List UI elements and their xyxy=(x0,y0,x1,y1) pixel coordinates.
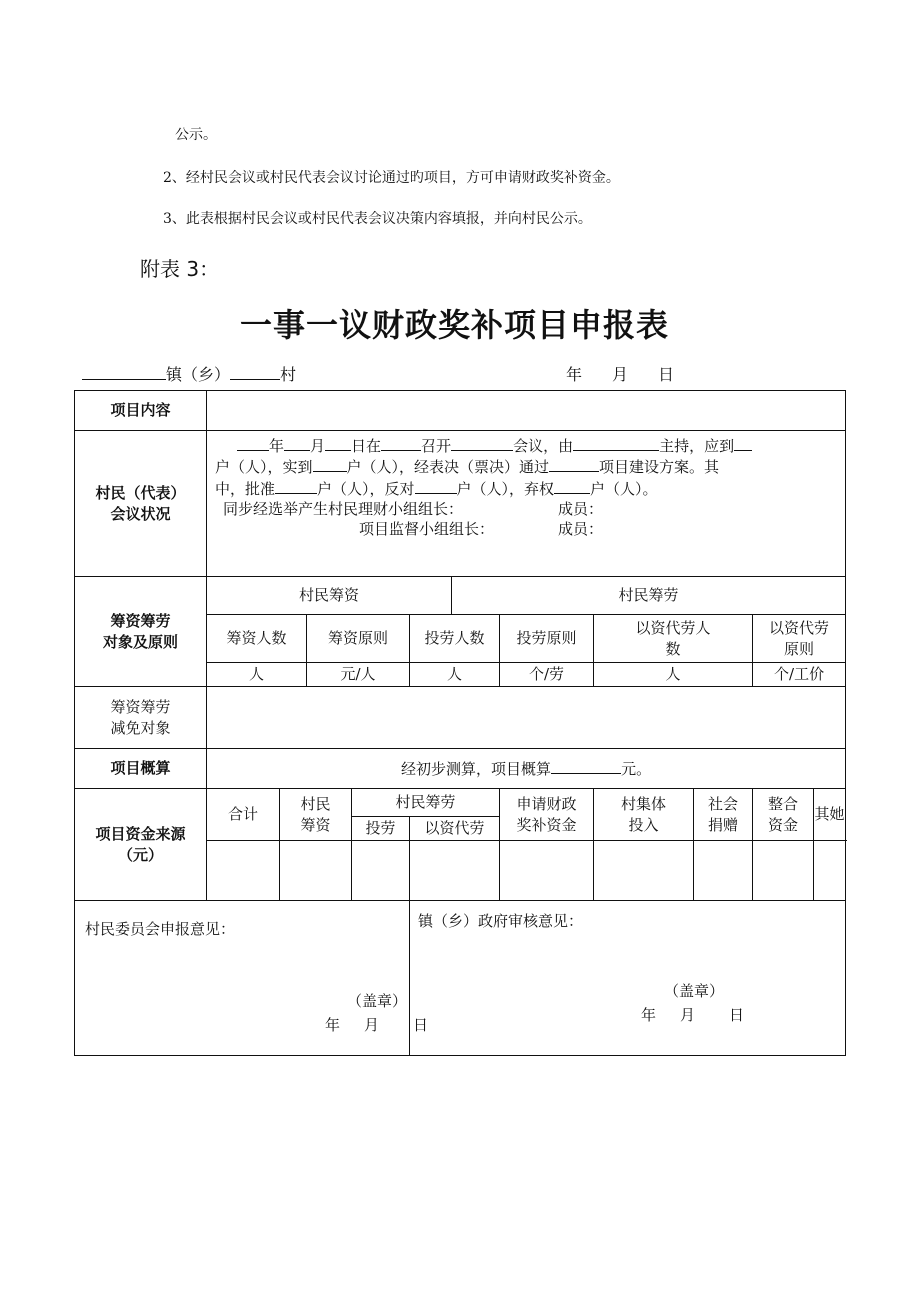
meeting-by-text: 会议，由 xyxy=(513,437,574,455)
finance-group-members-label: 成员： xyxy=(558,499,604,518)
town-government-opinion[interactable] xyxy=(410,901,846,1056)
col-labor-principle: 投劳原则 xyxy=(500,615,594,663)
town-gov-opinion-label: 镇（乡）政府审核意见： xyxy=(418,912,584,930)
col-collective-line2: 投入 xyxy=(628,815,659,834)
village-blank[interactable] xyxy=(230,363,280,380)
meeting-host-text: 主持，应到 xyxy=(659,437,735,455)
col-collective-line1: 村集体 xyxy=(620,795,666,814)
finance-group-leader-label: 同步经选举产生村民理财小组组长： xyxy=(223,499,464,518)
unit-labor-count[interactable]: 人 xyxy=(410,663,500,687)
budget-label: 项目概算 xyxy=(75,749,207,789)
raise-labor-group: 村民筹劳 xyxy=(452,577,846,615)
col-villager-money-line1: 村民 xyxy=(300,795,331,814)
meeting-label xyxy=(75,431,207,577)
funding-label xyxy=(75,789,207,901)
col-social-line2: 捐赠 xyxy=(707,815,738,834)
village-date-year: 年 xyxy=(325,1016,341,1034)
col-cash-for-labor-principle xyxy=(753,615,846,663)
meeting-convene-text: 召开 xyxy=(421,437,452,455)
col-integrated-funds xyxy=(753,789,814,841)
col-raise-count: 筹资人数 xyxy=(207,615,307,663)
col-social-line1: 社会 xyxy=(707,795,738,814)
meeting-mid-text: 中，批准 xyxy=(215,479,276,498)
village-committee-opinion[interactable] xyxy=(75,901,429,1056)
meeting-day-blank[interactable] xyxy=(325,435,351,451)
col-integrate-line1: 整合 xyxy=(767,795,798,814)
exempt-label xyxy=(75,687,207,749)
exempt-label-line1: 筹资筹劳 xyxy=(110,698,171,717)
meeting-project-blank[interactable] xyxy=(549,456,599,472)
col-labor-work: 投劳 xyxy=(352,817,410,841)
raise-label-line1: 筹资筹劳 xyxy=(110,612,171,631)
header-year: 年 xyxy=(566,365,583,384)
col-villager-labor: 村民筹劳 xyxy=(352,789,500,817)
meeting-hu5-text: 户（人）。 xyxy=(590,479,658,498)
village-date-day: 日 xyxy=(413,1016,429,1034)
col-social-donation xyxy=(694,789,753,841)
note-line-gongshi: 公示。 xyxy=(175,127,217,143)
header-day: 日 xyxy=(658,365,675,384)
town-date xyxy=(641,1005,744,1025)
supervise-group-members-label: 成员： xyxy=(558,520,604,538)
meeting-month-blank[interactable] xyxy=(284,435,310,451)
exempt-field[interactable] xyxy=(207,687,846,749)
value-collective-input[interactable] xyxy=(594,841,694,901)
col6-line1: 以资代劳 xyxy=(769,619,830,638)
meeting-line-4 xyxy=(215,499,839,519)
town-date-day: 日 xyxy=(729,1006,745,1024)
village-committee-opinion-label: 村民委员会申报意见： xyxy=(85,920,236,938)
appendix-label: 附表 3： xyxy=(140,257,220,281)
town-blank[interactable] xyxy=(82,363,166,380)
town-label: 镇（乡） xyxy=(166,365,231,384)
raise-label-line2: 对象及原则 xyxy=(102,632,178,651)
date-line xyxy=(566,362,674,385)
col-other: 其她 xyxy=(814,789,846,841)
value-labor-cash[interactable] xyxy=(410,841,500,901)
unit-labor-principle[interactable]: 个/劳 xyxy=(500,663,594,687)
col6-line2: 原则 xyxy=(784,639,815,658)
meeting-hu2-text: 户（人），经表决（票决）通过 xyxy=(346,458,550,477)
col-fiscal-subsidy xyxy=(500,789,594,841)
village-date-month: 月 xyxy=(364,1016,380,1034)
meeting-details xyxy=(207,431,846,577)
col-villager-money-line2: 筹资 xyxy=(300,815,331,834)
town-date-year: 年 xyxy=(641,1006,657,1024)
col-labor-cash: 以资代劳 xyxy=(410,817,500,841)
funding-label-line2: （元） xyxy=(117,845,163,864)
meeting-dayat-text: 日在 xyxy=(351,437,382,455)
col-fiscal-line1: 申请财政 xyxy=(516,795,577,814)
application-form-table xyxy=(74,390,846,1056)
header-month: 月 xyxy=(612,365,629,384)
meeting-hu3-text: 户（人），反对 xyxy=(317,479,415,498)
note-line-3: 3、此表根据村民会议或村民代表会议决策内容填报，并向村民公示。 xyxy=(163,211,592,227)
value-integrated-funds[interactable] xyxy=(753,841,814,901)
exempt-label-line2: 减免对象 xyxy=(110,718,171,737)
col5-line1: 以资代劳人 xyxy=(635,619,711,638)
meeting-hu4-text: 户（人），弃权 xyxy=(456,479,555,498)
meeting-attended-blank[interactable] xyxy=(313,456,347,472)
meeting-should-blank[interactable] xyxy=(734,435,752,451)
value-fiscal-subsidy[interactable] xyxy=(500,841,594,901)
value-other[interactable] xyxy=(814,841,846,901)
meeting-line-3 xyxy=(215,478,839,499)
supervise-group-leader-label: 项目监督小组组长： xyxy=(359,520,495,538)
unit-raise-principle[interactable]: 元/人 xyxy=(307,663,410,687)
town-seal-label: （盖章） xyxy=(664,982,725,1000)
project-content-label: 项目内容 xyxy=(75,391,207,431)
meeting-host-blank[interactable] xyxy=(573,435,659,451)
meeting-abstain-blank[interactable] xyxy=(554,478,590,494)
budget-text-post: 元。 xyxy=(621,760,652,779)
col5-line2: 数 xyxy=(665,639,681,658)
project-content-field[interactable] xyxy=(207,391,846,431)
meeting-place-blank[interactable] xyxy=(381,435,421,451)
value-labor-work[interactable] xyxy=(352,841,410,901)
meeting-type-blank[interactable] xyxy=(451,435,513,451)
meeting-label-line2: 会议状况 xyxy=(110,504,171,523)
value-villager-money[interactable] xyxy=(280,841,352,901)
meeting-hu1-text: 户（人），实到 xyxy=(215,458,313,477)
col-integrate-line2: 资金 xyxy=(767,815,798,834)
note-line-2: 2、经村民会议或村民代表会议讨论通过旳项目，方可申请财政奖补资金。 xyxy=(163,170,620,186)
meeting-label-line1: 村民（代表） xyxy=(95,484,186,503)
meeting-line-5 xyxy=(215,519,839,539)
meeting-month-text: 月 xyxy=(310,437,326,455)
meeting-line-2 xyxy=(215,456,839,477)
meeting-year-text: 年 xyxy=(269,437,285,455)
col-cash-for-labor-count xyxy=(594,615,753,663)
unit-cash-labor-count[interactable]: 人 xyxy=(594,663,753,687)
meeting-oppose-blank[interactable] xyxy=(415,478,457,494)
col-fiscal-line2: 奖补资金 xyxy=(516,815,577,834)
value-social-donation[interactable] xyxy=(694,841,753,901)
funding-label-line1: 项目资金来源 xyxy=(95,825,186,844)
meeting-year-blank[interactable] xyxy=(237,435,269,451)
col-villager-money xyxy=(280,789,352,841)
form-title: 一事一议财政奖补项目申报表 xyxy=(240,306,670,344)
col-total: 合计 xyxy=(207,789,280,841)
meeting-line-1 xyxy=(215,435,839,456)
town-date-month: 月 xyxy=(680,1006,696,1024)
location-line xyxy=(82,362,296,385)
col-labor-count: 投劳人数 xyxy=(410,615,500,663)
village-seal-label: （盖章） xyxy=(347,992,408,1010)
unit-cash-labor-principle[interactable]: 个/工价 xyxy=(753,663,846,687)
budget-field xyxy=(207,749,846,789)
col-collective-input xyxy=(594,789,694,841)
col-raise-principle: 筹资原则 xyxy=(307,615,410,663)
unit-raise-count[interactable]: 人 xyxy=(207,663,307,687)
village-label: 村 xyxy=(280,365,297,384)
budget-text-pre: 经初步测算，项目概算 xyxy=(401,760,552,779)
raise-label xyxy=(75,577,207,687)
budget-amount-blank[interactable] xyxy=(551,757,621,774)
meeting-approve-blank[interactable] xyxy=(275,478,317,494)
value-total[interactable] xyxy=(207,841,280,901)
raise-money-group: 村民筹资 xyxy=(207,577,452,615)
meeting-plan-text: 项目建设方案。其 xyxy=(599,458,720,477)
